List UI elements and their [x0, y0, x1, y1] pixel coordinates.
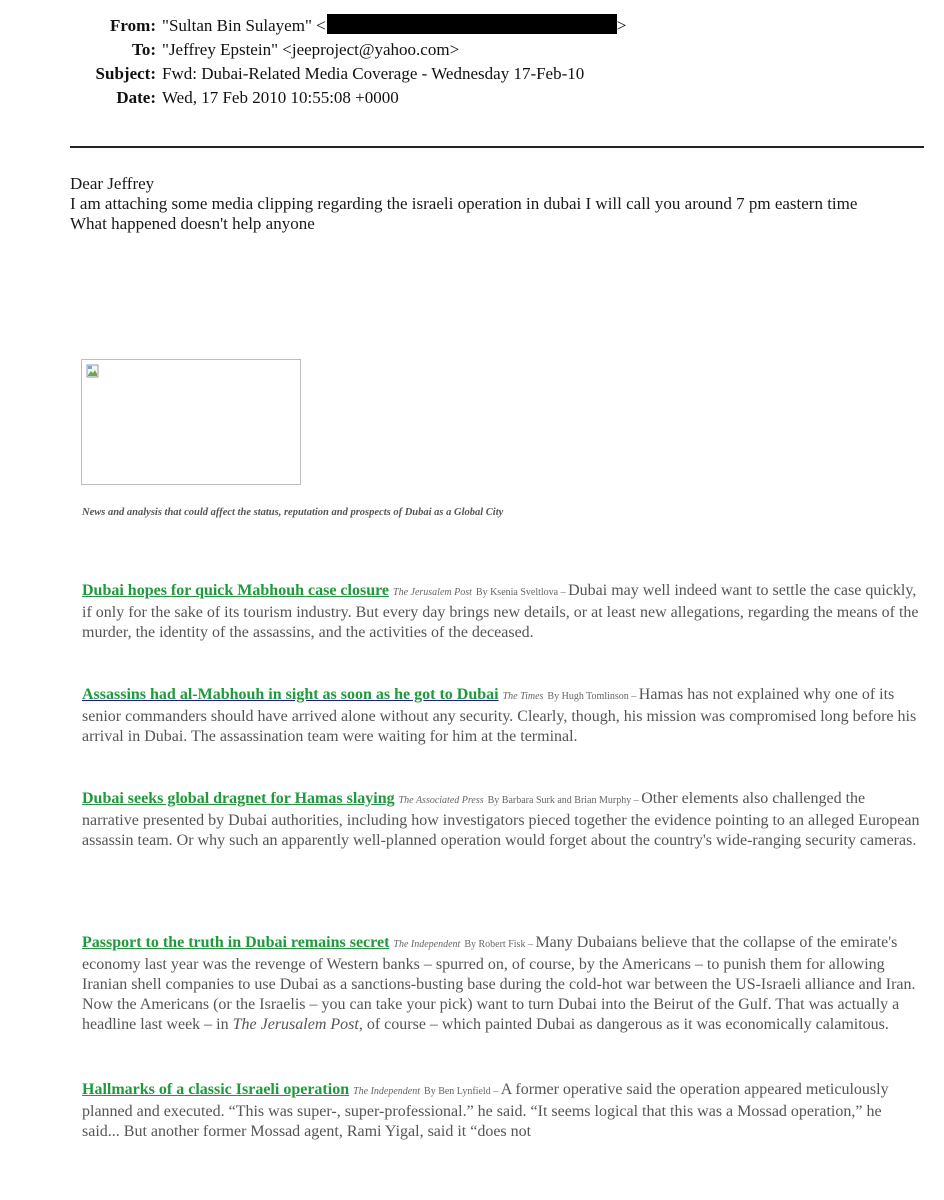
tagline: News and analysis that could affect the status, reputation and prospects of Dubai as a Global City — [82, 507, 504, 518]
from-row — [70, 14, 626, 38]
article-4 — [82, 933, 922, 1035]
to-row — [70, 38, 626, 62]
from-label: From: — [110, 16, 156, 35]
article-2 — [82, 685, 922, 747]
from-end: > — [616, 16, 627, 35]
article-3-byline: By Barbara Surk and Brian Murphy – — [487, 795, 642, 806]
from-value: "Sultan Bin Sulayem" < — [162, 16, 326, 35]
to-value: "Jeffrey Epstein" <jeeproject@yahoo.com> — [162, 40, 460, 59]
article-3-title-link[interactable]: Dubai seeks global dragnet for Hamas slaying — [82, 790, 395, 807]
article-4-source: The Independent — [393, 939, 461, 950]
message-line-2: What happened doesn't help anyone — [70, 214, 315, 233]
email-header — [70, 14, 626, 110]
article-2-source: The Times — [502, 691, 544, 702]
article-3 — [82, 789, 922, 851]
broken-image-placeholder — [81, 359, 301, 485]
subject-label: Subject: — [95, 64, 156, 83]
to-label: To: — [132, 40, 156, 59]
article-4-text: Many Dubaians believe that the collapse of the emirate's economy last year was the revenge of Western banks – spurred on, of course, by the Americans – to punish them for allowing Iranian shell companies to use Dubai as a sanctions-busting base during the cold-hot war between the US-Israeli alliance and Iran. Now the Americans (or the Israelis – you can take your pick) want to turn Dubai into the Beirut of the Gulf. That was actually a headline last week – in — [82, 934, 916, 1033]
broken-image-icon — [86, 364, 100, 378]
date-value: Wed, 17 Feb 2010 10:55:08 +0000 — [162, 88, 399, 107]
article-4-title-link[interactable]: Passport to the truth in Dubai remains secret — [82, 934, 390, 951]
article-5-title-link[interactable]: Hallmarks of a classic Israeli operation — [82, 1081, 350, 1098]
message-body — [70, 174, 920, 234]
article-5-text: A former operative said the operation appeared meticulously planned and executed. “This was super-, super-professional.” he said. “It seems logical that this was a Mossad operation,” he said... But another former Mossad agent, Rami Yigal, said it “does not — [82, 1081, 889, 1140]
subject-value: Fwd: Dubai-Related Media Coverage - Wednesday 17-Feb-10 — [162, 64, 585, 83]
date-row — [70, 86, 626, 110]
header-divider — [70, 146, 924, 148]
article-1-text: Dubai may well indeed want to settle the case quickly, if only for the sake of its tourism industry. But every day brings new details, or at least new allegations, regarding the means of the murder, the identity of the assassins, and the activities of the deceased. — [82, 582, 919, 641]
article-4-text-end: , of course – which painted Dubai as dangerous as it was economically calamitous. — [358, 1016, 889, 1033]
article-2-title-link[interactable]: Assassins had al-Mabhouh in sight as soon as he got to Dubai — [82, 686, 499, 703]
article-4-byline: By Robert Fisk – — [464, 939, 536, 950]
article-2-text: Hamas has not explained why one of its senior commanders should have arrived alone without any security. Clearly, though, his mission was compromised long before his arrival in Dubai. The assassination team were waiting for him at the terminal. — [82, 686, 917, 745]
subject-row — [70, 62, 626, 86]
date-label: Date: — [116, 88, 156, 107]
article-1 — [82, 581, 922, 643]
article-1-byline: By Ksenia Sveltlova – — [475, 587, 569, 598]
redaction-bar — [327, 14, 617, 34]
article-5 — [82, 1080, 922, 1142]
article-1-title-link[interactable]: Dubai hopes for quick Mabhouh case closure — [82, 582, 390, 599]
article-4-text-italic: The Jerusalem Post — [232, 1016, 359, 1033]
greeting: Dear Jeffrey — [70, 174, 155, 193]
article-3-source: The Associated Press — [398, 795, 484, 806]
article-2-byline: By Hugh Tomlinson – — [547, 691, 639, 702]
article-1-source: The Jerusalem Post — [393, 587, 472, 598]
message-line-1: I am attaching some media clipping regarding the israeli operation in dubai I will call you around 7 pm eastern time — [70, 194, 858, 213]
article-5-source: The Independent — [353, 1086, 421, 1097]
article-5-byline: By Ben Lynfield – — [424, 1086, 501, 1097]
article-3-text: Other elements also challenged the narrative presented by Dubai authorities, including how investigators pieced together the evidence pointing to an alleged European assassin team. Or why such an apparently well-planned operation would forget about the country's wide-ranging security cameras. — [82, 790, 920, 849]
